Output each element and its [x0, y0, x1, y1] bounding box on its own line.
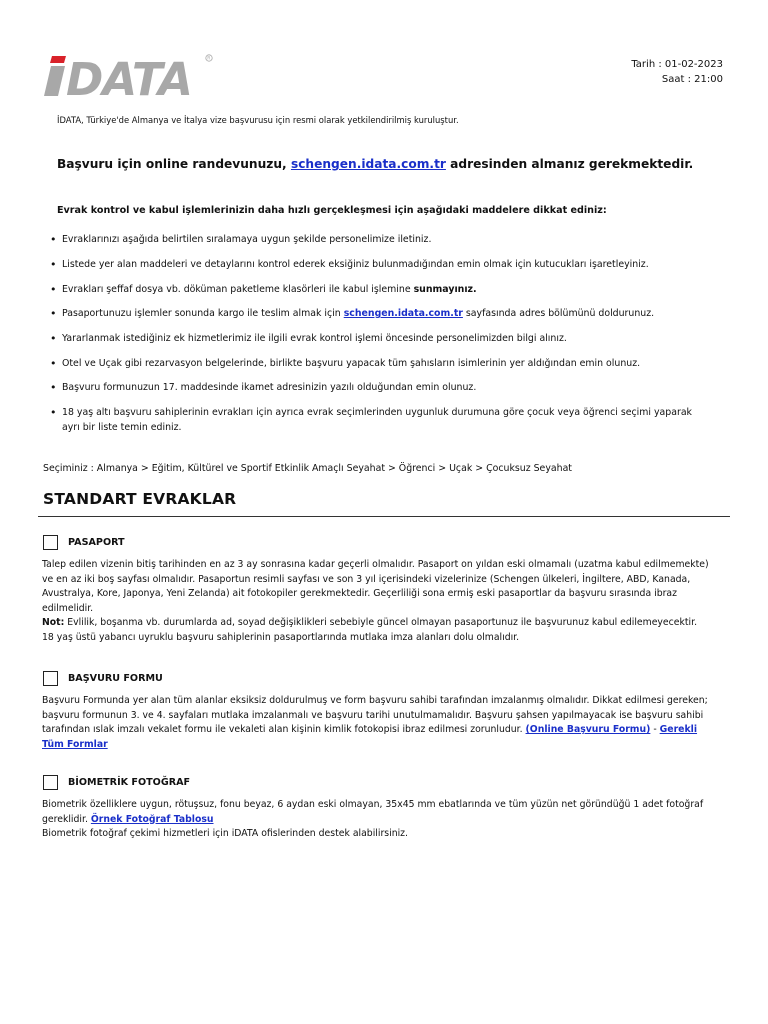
application-form-title: BAŞVURU FORMU [68, 673, 163, 684]
svg-text:R: R [207, 56, 211, 62]
intro-text: İDATA, Türkiye'de Almanya ve İtalya vize başvurusu için resmi olarak yetkilendirilmiş kuruluştur. [57, 115, 459, 125]
instructions-title: Evrak kontrol ve kabul işlemlerinizin daha hızlı gerçekleşmesi için aşağıdaki maddelere dikkat ediniz: [57, 205, 607, 216]
application-form-header [43, 671, 163, 686]
online-application-form-link[interactable]: (Online Başvuru Formu) [525, 724, 651, 736]
application-form-description: Başvuru Formunda yer alan tüm alanlar eksiksiz doldurulmuş ve form başvuru sahibi tarafından imzalanmış olmalıdır. Dikkat edilmesi gereken; başvuru formunun 3. ve 4. sayfaları mutlaka imzalanmalı ve başvuru tarihi unutulmamalıdır. Başvuru şahsen yapılmayacak ise başvuru sahibi tarafından ıslak imzalı vekalet formu ile vekaleti alan kişinin kimlik fotokopisi ibraz edilmesi zorunludur. (Online Başvuru Formu) - Gerekli Tüm Formlar [42, 695, 708, 750]
photo-description: Biometrik özelliklere uygun, rötuşsuz, fonu beyaz, 6 aydan eski olmayan, 35x45 mm ebatlarında ve tüm yüzün net göründüğü 1 adet fotoğraf gereklidir. Örnek Fotoğraf Tablosu Biometrik fotoğraf çekimi hizmetleri için iDATA ofislerinden destek alabilirsiniz. [42, 799, 704, 840]
date-time-block [631, 57, 723, 87]
list-item: • Listede yer alan maddeleri ve detaylarını kontrol ederek eksiğiniz bulunmadığından emin olmak için kutucukları işaretleyiniz. [50, 257, 722, 272]
date-line: Tarih : 01-02-2023 [631, 59, 723, 70]
svg-text:DATA: DATA [66, 53, 192, 98]
selection-breadcrumb: Seçiminiz : Almanya > Eğitim, Kültürel ve Sportif Etkinlik Amaçlı Seyahat > Öğrenci > Uçak > Çocuksuz Seyahat [43, 463, 572, 474]
schengen-address-link[interactable]: schengen.idata.com.tr [343, 308, 463, 319]
schengen-link[interactable]: schengen.idata.com.tr [290, 157, 446, 171]
passport-checkbox[interactable] [43, 535, 58, 550]
section-title: STANDART EVRAKLAR [43, 490, 237, 508]
list-item: • Otel ve Uçak gibi rezarvasyon belgelerinde, birlikte başvuru yapacak tüm şahısların isimlerinin yer aldığından emin olunuz. [50, 356, 722, 371]
list-item: • Evraklarınızı aşağıda belirtilen sıralamaya uygun şekilde personelimize iletiniz. [50, 232, 722, 247]
application-form-checkbox[interactable] [43, 671, 58, 686]
all-forms-link[interactable]: Gerekli [659, 724, 698, 736]
list-item: • Başvuru formunuzun 17. maddesinde ikamet adresinizin yazılı olduğundan emin olunuz. [50, 380, 722, 395]
section-divider [38, 516, 730, 517]
list-item: • Evrakları şeffaf dosya vb. döküman paketleme klasörleri ile kabul işlemine sunmayınız. [50, 282, 722, 297]
sample-photo-table-link[interactable]: Örnek Fotoğraf Tablosu [90, 813, 214, 825]
appointment-headline: Başvuru için online randevunuzu, schengen.idata.com.tr adresinden almanız gerekmektedir. [57, 157, 694, 171]
list-item: • Pasaportunuzu işlemler sonunda kargo ile teslim almak için schengen.idata.com.tr sayfasında adres bölümünü doldurunuz. [50, 306, 722, 321]
list-item: • Yararlanmak istediğiniz ek hizmetlerimiz ile ilgili evrak kontrol işlemi öncesinde personelimizden bilgi alınız. [50, 331, 722, 346]
list-item: • 18 yaş altı başvuru sahiplerinin evrakları için ayrıca evrak seçimlerinden uygunluk durumuna göre çocuk veya öğrenci seçimi yaparak ayrı bir liste temin ediniz. [50, 405, 722, 435]
photo-title: BİOMETRİK FOTOĞRAF [68, 777, 191, 788]
photo-header [43, 775, 190, 790]
passport-title: PASAPORT [68, 537, 125, 548]
idata-logo [44, 52, 214, 98]
all-forms-link-continued[interactable]: Tüm Formlar [42, 738, 108, 750]
passport-description: Talep edilen vizenin bitiş tarihinden en az 3 ay sonrasına kadar geçerli olmalıdır. Pasaport on yıldan eski olmamalı (uzatma kabul edilmemekte) ve en az iki boş sayfası olmalıdır. Pasaportun resimli sayfası ve son 3 yıl içerisindeki vizelerinize (Schengen ülkeleri, İngiltere, ABD, Kanada, Avustralya, Kore, Japonya, Yeni Zelanda) ait fotokopiler gerekmektedir. Geçerliliği sona ermiş eski pasaportlar da başvuru sırasında ibraz edilmelidir. Not: Evlilik, boşanma vb. durumlarda ad, soyad değişiklikleri sebebiyle güncel olmayan pasaportunuz ile başvurunuz kabul edilemeyecektir. 18 yaş üstü yabancı uyruklu başvuru sahiplerinin pasaportlarında mutlaka imza alanları dolu olmalıdır. [42, 559, 709, 643]
photo-checkbox[interactable] [43, 775, 58, 790]
time-line: Saat : 21:00 [661, 74, 723, 85]
passport-header [43, 535, 125, 550]
